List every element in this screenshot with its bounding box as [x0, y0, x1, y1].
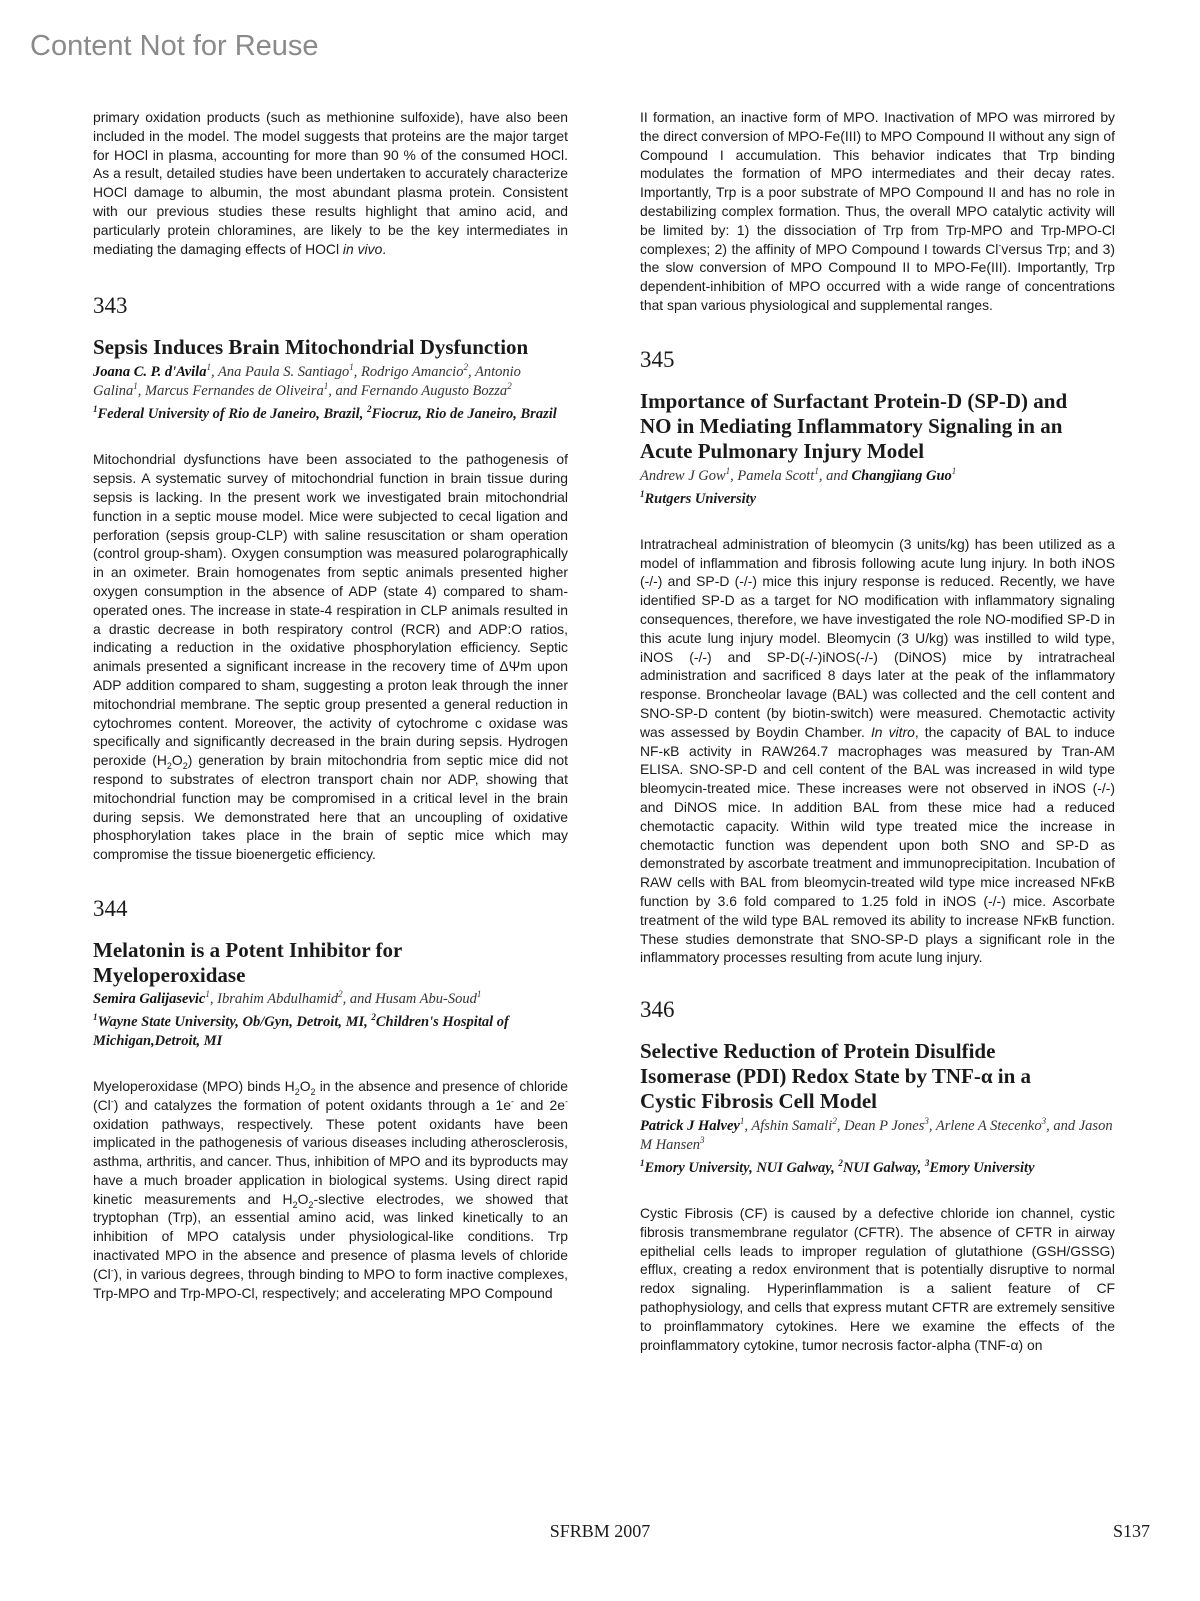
abstract-title-343: Sepsis Induces Brain Mitochondrial Dysfunction	[93, 335, 529, 360]
continued-abstract-344-text: II formation, an inactive form of MPO. Inactivation of MPO was mirrored by the direct conversion of MPO-Fe(III) to MPO Compound II without any sign of Compound I accumulation. This behavior indicates that Trp binding modulates the formation of MPO intermediates and their decay rates. Importantly, Trp is a poor substrate of MPO Compound II and has no role in destabilizing complex formation. Thus, the overall MPO catalytic activity will be limited by: 1) the dissociation of Trp from Trp-MPO and Trp-MPO-Cl complexes; 2) the affinity of MPO Compound I towards Cl-versus Trp; and 3) the slow conversion of MPO Compound II to MPO-Fe(III). Importantly, Trp dependent-inhibition of MPO occurred with a wide range of concentrations that span various physiological and supplemental ranges.	[640, 109, 1115, 313]
author: Semira Galijasevic	[93, 990, 206, 1007]
affiliation: Children's Hospital of Michigan,Detroit, MI	[93, 1013, 509, 1049]
author: Andrew J Gow	[640, 467, 726, 484]
affiliations-346: $^1$Emory University, NUI Galway, $^2$NUI Galway, $^3$Emory University	[640, 1158, 1035, 1177]
abstract-number-344: 344	[93, 895, 128, 921]
author: Joana C. P. d'Avila	[93, 364, 207, 381]
in-vivo-italic: in vivo	[342, 240, 383, 257]
author: Dean P Jones	[844, 1118, 925, 1135]
affiliation: Rutgers University	[644, 490, 757, 507]
continued-abstract-text: primary oxidation products (such as methionine sulfoxide), have also been included in the model. The model suggests that proteins are the major target for HOCl in plasma, accounting for more than 90 % of the consumed HOCl. As a result, detailed studies have been undertaken to accurately characterize HOCl damage to albumin, the most abundant plasma protein. Consistent with our previous studies these results highlight that amino acid, and particularly protein chloramines, are likely to be the key intermediates in mediating the damaging effects of HOCl in vivo.	[93, 109, 568, 257]
author: Patrick J Halvey	[640, 1118, 740, 1135]
continued-text: primary oxidation products (such as methionine sulfoxide), have also been included in the model. The model suggests that proteins are the major target for HOCl in plasma, accounting for more than 90 % of the consumed HOCl. As a result, detailed studies have been undertaken to accurately characterize HOCl damage to albumin, the most abundant plasma protein. Consistent with our previous studies these results highlight that amino acid, and particularly protein chloramines, are likely to be the key intermediates in mediating the damaging effects of HOCl	[93, 109, 568, 257]
author: Ana Paula S. Santiago	[217, 364, 350, 381]
author: Pamela Scott	[737, 467, 815, 484]
author: Afshin Samali	[751, 1118, 833, 1135]
affiliation: NUI Galway,	[842, 1160, 922, 1177]
author: Jason M Hansen	[640, 1118, 1113, 1154]
abstract-title-345: Importance of Surfactant Protein-D (SP-D) and NO in Mediating Inflammatory Signaling in an Acute Pulmonary Injury Model	[640, 388, 1068, 463]
affiliation: Fiocruz, Rio de Janeiro, Brazil	[371, 406, 557, 423]
author: Marcus Fernandes de Oliveira	[145, 383, 324, 400]
affiliation: Emory University	[929, 1160, 1035, 1177]
affiliation: Federal University of Rio de Janeiro, Brazil,	[97, 406, 364, 423]
footer-page-number: S137	[1112, 1521, 1150, 1541]
authors-343: Joana C. P. d'Avila$^1$, Ana Paula S. Santiago$^1$, Rodrigo Amancio$^2$, Antonio Galina$^1$, Marcus Fernandes de Oliveira$^1$, and Fernando Augusto Bozza$^2$	[93, 362, 521, 400]
abstract-number-346: 346	[640, 997, 675, 1023]
affiliations-343: $^1$Federal University of Rio de Janeiro, Brazil, $^2$Fiocruz, Rio de Janeiro, Brazil	[93, 404, 557, 423]
abstract-body-344: Myeloperoxidase (MPO) binds $H_2O_2$ in the absence and presence of chloride (Cl-) and catalyzes the formation of potent oxidants through a 1e- and 2e- oxidation pathways, respectively. These potent oxidants have been implicated in the pathogenesis of various diseases including atherosclerosis, asthma, arthritis, and cancer. Thus, inhibition of MPO and its byproducts may have a much broader application in biological systems. Using direct rapid kinetic measurements and $H_2O_2$-slective electrodes, we showed that tryptophan (Trp), an essential amino acid, was linked kinetically to an inhibition of MPO catalysis under physiological-like conditions. Trp inactivated MPO in the absence and presence of plasma levels of chloride (Cl-), in various degrees, through binding to MPO to form inactive complexes, Trp-MPO and Trp-MPO-Cl, respectively; and accelerating MPO Compound	[93, 1077, 568, 1301]
affiliation: Wayne State University, Ob/Gyn, Detroit, MI,	[97, 1013, 368, 1030]
abstract-body-343: Mitochondrial dysfunctions have been associated to the pathogenesis of sepsis. A systematic survey of mitochondrial function in brain tissue during sepsis is lacking. In the present work we investigated brain mitochondrial function in a septic mouse model. Mice were subjected to cecal ligation and perforation (sepsis group-CLP) with saline resuscitation or sham operation (control group-sham). Oxygen consumption was measured polarographically in an oximeter. Brain homogenates from septic animals presented higher oxygen consumption in the absence of ADP (state 4) compared to sham-operated ones. The increase in state-4 respiration in CLP animals resulted in a drastic decrease in both respiratory control (RCR) and ADP:O ratios, indicating a reduction in the oxidative phosphorylation efficiency. Septic animals presented a significant increase in the recovery time of ΔΨm upon ADP addition compared to sham, suggesting a proton leak through the inner mitochondrial membrane. The septic group presented a general reduction in cytochromes content. Moreover, the activity of cytochrome c oxidase was specifically and significantly decreased in the brain during sepsis. Hydrogen peroxide $(H_2O_2)$ generation by brain mitochondria from septic mice did not respond to substrates of electron transport chain nor ADP, showing that mitochondrial function may be compromised in a critical level in the brain during sepsis. We demonstrated here that an uncoupling of oxidative phosphorylation takes place in the brain of septic mice which may compromise the tissue bioenergetic efficiency.	[93, 451, 568, 863]
author: Antonio Galina	[93, 364, 521, 400]
watermark: Content Not for Reuse	[30, 30, 319, 62]
authors-345: Andrew J Gow$^1$, Pamela Scott$^1$, and Changjiang Guo$^1$	[640, 465, 957, 484]
affiliations-344: $^1$Wayne State University, Ob/Gyn, Detroit, MI, $^2$Children's Hospital of Michigan,Detroit, MI	[93, 1012, 509, 1049]
abstract-title-344: Melatonin is a Potent Inhibitor for Myeloperoxidase	[93, 937, 402, 987]
abstract-body-345: Intratracheal administration of bleomycin (3 units/kg) has been utilized as a model of inflammation and fibrosis following acute lung injury. In both iNOS (-/-) and SP-D (-/-) mice this injury response is reduced. Recently, we have identified SP-D as a target for NO modification with inflammatory signaling consequences, therefore, we have investigated the role NO-modified SP-D in this acute lung injury model. Bleomycin (3 U/kg) was instilled to wild type, iNOS (-/-) and SP-D(-/-)iNOS(-/-) (DiNOS) mice by intratracheal administration and sacrificed 8 days later at the peak of the inflammatory response. Broncheolar lavage (BAL) was collected and the cell content and SNO-SP-D content (by biotin-switch) were measured. Chemotactic activity was assessed by Boydin Chamber. In vitro, the capacity of BAL to induce NF-κB activity in RAW264.7 macrophages was measured by Tran-AM ELISA. SNO-SP-D and cell content of the BAL was increased in wild type bleomycin-treated mice. These increases were not observed in iNOS (-/-) and DiNOS mice. In addition BAL from these mice had a reduced chemotactic capacity. Within wild type treated mice the increase in chemotactic function was dependent upon both SNO and SP-D as demonstrated by ascorbate treatment and immunoprecipitation. Incubation of RAW cells with BAL from bleomycin-treated wild type mice increased NFκB function by 3.6 fold compared to 1.25 fold in iNOS (-/-) mice. Ascorbate treatment of the wild type BAL removed its ability to increase NFκB function. These studies demonstrate that SNO-SP-D plays a significant role in the inflammatory processes resulting from acute lung injury.	[640, 535, 1116, 966]
affiliation: Emory University, NUI Galway,	[644, 1160, 835, 1177]
author: Fernando Augusto Bozza	[360, 383, 508, 400]
left-column	[93, 108, 568, 1302]
abstract-title-346: Selective Reduction of Protein Disulfide Isomerase (PDI) Redox State by TNF-α in a Cystic Fibrosis Cell Model	[640, 1039, 1032, 1114]
author: Changjiang Guo	[851, 467, 952, 484]
right-column	[640, 108, 1115, 1354]
affiliations-345: $^1$Rutgers University	[640, 488, 757, 507]
author: Ibrahim Abdulhamid	[217, 990, 339, 1007]
author: Husam Abu-Soud	[375, 990, 477, 1007]
author: Rodrigo Amancio	[361, 364, 464, 381]
abstract-body-346: Cystic Fibrosis (CF) is caused by a defective chloride ion channel, cystic fibrosis transmembrane regulator (CFTR). The absence of CFTR in airway epithelial cells leads to improper regulation of glutathione (GSH/GSSG) efflux, creating a redox environment that is potentially disruptive to normal redox signaling. Hyperinflammation is a salient feature of CF pathophysiology, and cells that express mutant CFTR are extremely sensitive to proinflammatory cytokines. Here we examine the effects of the proinflammatory cytokine, tumor necrosis factor-alpha (TNF-α) on	[640, 1205, 1115, 1353]
authors-344: Semira Galijasevic$^1$, Ibrahim Abdulhamid$^2$, and Husam Abu-Soud$^1$	[93, 989, 482, 1007]
abstract-number-343: 343	[93, 293, 128, 319]
footer-conference: SFRBM 2007	[549, 1521, 651, 1541]
abstract-number-345: 345	[640, 346, 675, 372]
author: Arlene A Stecenko	[935, 1118, 1042, 1135]
authors-346: Patrick J Halvey$^1$, Afshin Samali$^2$, Dean P Jones$^3$, Arlene A Stecenko$^3$, and Jason M Hansen$^3$	[640, 1116, 1113, 1154]
